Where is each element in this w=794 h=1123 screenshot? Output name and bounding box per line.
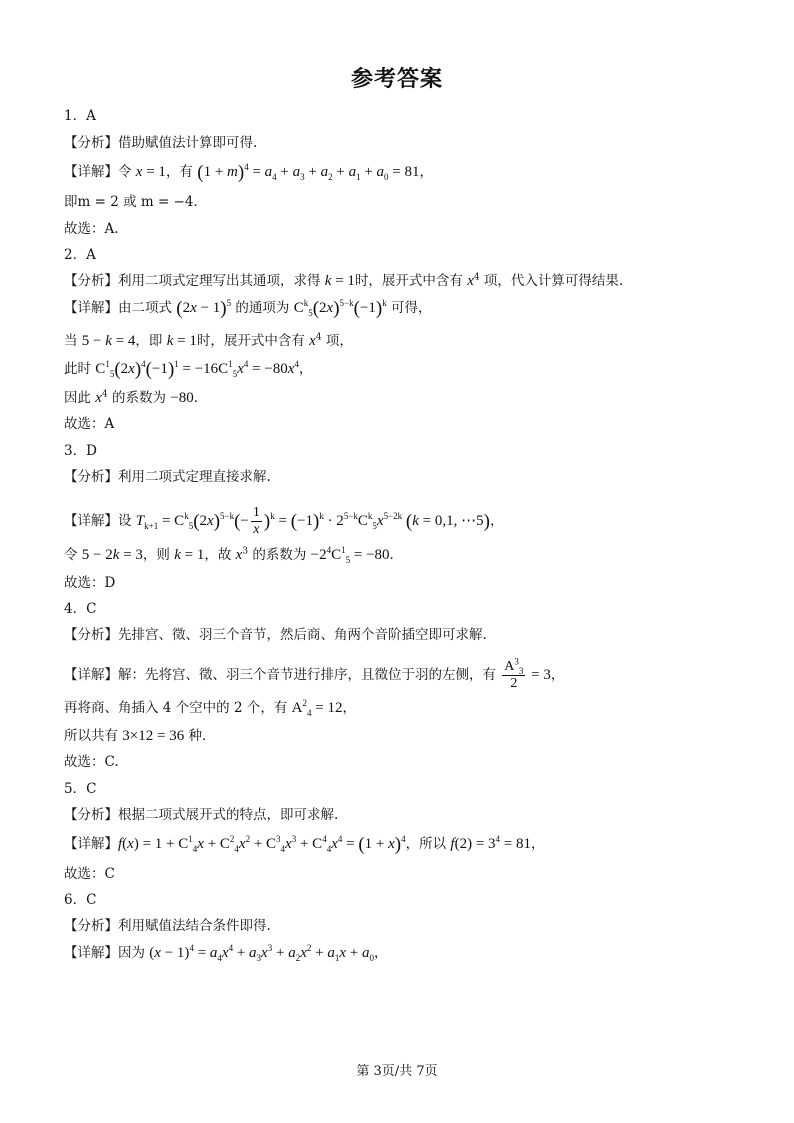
q1-number: 1．A	[64, 108, 96, 124]
q6-detail-tag: 【详解】	[64, 945, 118, 961]
q2-detail-tag: 【详解】	[64, 300, 118, 316]
q1-choice: 故选：A.	[64, 221, 119, 237]
q3-analysis	[64, 467, 271, 487]
q3-detail-tag: 【详解】	[64, 512, 118, 529]
q4-choice: 故选：C.	[64, 754, 119, 770]
q6-detail: 【详解】因为 $(x - 1)^4 = a_4x^4 + a_3x^3 + a_2x^2 + a_1x + a_0$，	[64, 943, 388, 963]
q5-analysis	[64, 805, 338, 825]
q2-line3: 当 5 − k = 4，即 k = 1时，展开式中含有 $x^4$ 项，	[64, 332, 353, 349]
q2-analysis-tag: 【分析】	[64, 273, 118, 289]
q1-analysis-tag: 【分析】	[64, 135, 118, 151]
q4-detail-tag: 【详解】	[64, 666, 118, 683]
q5-analysis-tag: 【分析】	[64, 807, 118, 823]
q6-analysis-tag: 【分析】	[64, 918, 118, 934]
q4-analysis-tag: 【分析】	[64, 627, 118, 643]
page-footer: 第 3页/共 7页	[356, 1064, 438, 1079]
q1-detail-tag: 【详解】	[64, 164, 118, 180]
q6-analysis-text: 利用赋值法结合条件即得.	[118, 918, 271, 934]
q2-line4: 此时 $C^1_5(2x)^4(-1)^1 = -16C^1_5x^4 = -80x^4$，	[64, 359, 313, 380]
q2-number: 2．A	[64, 247, 96, 263]
q3-number: 3．D	[64, 443, 97, 459]
q5-analysis-text: 根据二项式展开式的特点，即可求解.	[118, 807, 339, 823]
q6-number: 6．C	[64, 892, 97, 908]
q2-choice: 故选：A	[64, 416, 115, 432]
q4-detail: 【详解】解：先将宫、徵、羽三个音节进行排序，且徵位于羽的左侧，有 $\frac{A^3_3}{2}$ = 3，	[64, 656, 565, 691]
q5-detail: 【详解】$f(x) = 1 + C^1_4x + C^2_4x^2 + C^3_4x^3 + C^4_4x^4 = (1 + x)^4$，所以 $f(2) = 3^4 = 81$，	[64, 834, 545, 855]
q5-number: 5．C	[64, 781, 97, 797]
q2-line5: 因此 $x^4$ 的系数为 −80．	[64, 389, 208, 406]
q4-line3: 再将商、角插入 4 个空中的 2 个，有 $A^2_4 = 12$，	[64, 698, 356, 718]
q3-analysis-text: 利用二项式定理直接求解.	[118, 469, 271, 485]
q3-line3: 令 5 − 2k = 3，则 k = 1，故 $x^3$ 的系数为 $-2^4C^1_5 = -80$．	[64, 545, 404, 565]
q2-detail: 【详解】由二项式 $(2x - 1)^5$ 的通项为 $C^k_5(2x)^{5-k}(-1)^k$ 可得，	[64, 298, 432, 319]
q4-analysis-text: 先排宫、徵、羽三个音节，然后商、角两个音阶插空即可求解.	[118, 627, 487, 643]
q5-choice: 故选：C	[64, 866, 115, 882]
q4-number: 4．C	[64, 601, 97, 617]
q2-analysis: 【分析】利用二项式定理写出其通项，求得 k = 1时，展开式中含有 $x^4$ 项，代入计算可得结果.	[64, 272, 624, 289]
q3-choice: 故选：D	[64, 575, 116, 591]
q3-analysis-tag: 【分析】	[64, 469, 118, 485]
q4-line4: 所以共有 3×12 = 36 种．	[64, 728, 216, 744]
q1-analysis-text: 借助赋值法计算即可得.	[118, 135, 258, 151]
q1-line2: 即m = 2 或 m = −4．	[64, 194, 207, 210]
q6-analysis	[64, 916, 271, 936]
q1-detail: 【详解】令 x = 1，有 $(1 + m)^4 = a_4 + a_3 + a_2 + a_1 + a_0 = 81$，	[64, 162, 434, 183]
q1-analysis	[64, 133, 257, 153]
q5-detail-tag: 【详解】	[64, 836, 118, 852]
q3-detail: 【详解】设 $T_{k+1} = C^k_5(2x)^{5-k}(-$ $\frac{1}{x}$ )$^k = (-1)^k \cdot 2^{5-k}C^k_5x^{5-2k}$ (k = 0,1, ⋯5)，	[64, 505, 504, 537]
page-title: 参考答案	[350, 67, 443, 92]
q4-analysis	[64, 625, 487, 645]
